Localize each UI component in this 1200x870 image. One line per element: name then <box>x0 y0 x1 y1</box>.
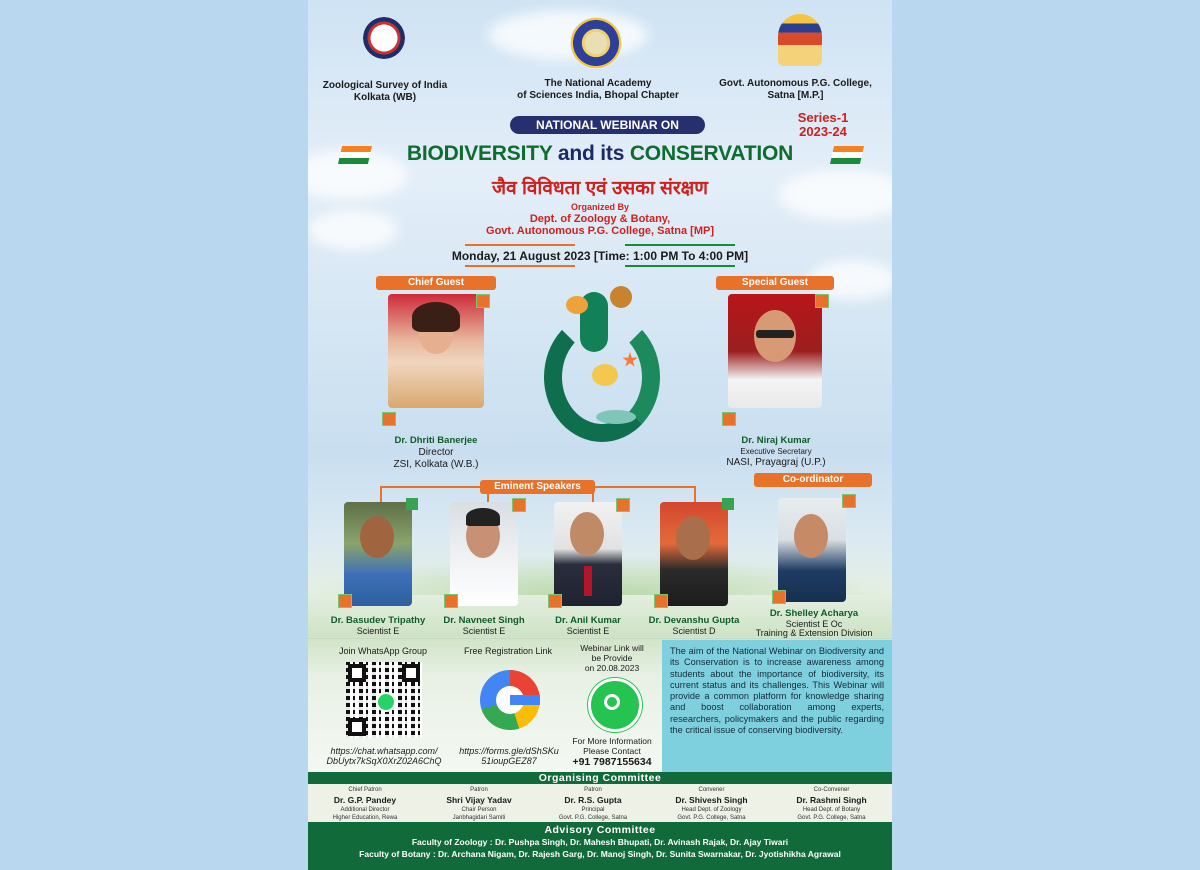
webinar-link-line3: on 20.08.2023 <box>584 663 640 673</box>
chief-guest-photo <box>388 294 484 408</box>
committee-detail: Head Dept. of Zoology <box>681 806 742 813</box>
google-forms-icon[interactable] <box>480 670 540 730</box>
accent-square <box>722 412 736 426</box>
speaker-photo <box>450 502 518 606</box>
speaker-role: Scientist E <box>566 626 610 636</box>
contact-line1: For More Information <box>572 736 652 746</box>
speaker-role: Scientist D <box>672 626 716 636</box>
main-title <box>308 142 892 166</box>
webinar-link-line1: Webinar Link will <box>580 643 644 653</box>
speaker-name: Dr. Navneet Singh <box>443 615 525 626</box>
chief-guest-name: Dr. Dhriti Banerjee <box>394 435 478 446</box>
webinar-badge: NATIONAL WEBINAR ON <box>510 116 705 134</box>
college-logo <box>778 14 822 66</box>
section-divider <box>308 638 892 639</box>
whatsapp-icon <box>376 692 396 712</box>
qr-corner <box>348 664 366 682</box>
whatsapp-url-line2: DbUytx7kSqX0XrZ02A6ChQ <box>326 756 442 766</box>
accent-square <box>338 594 352 608</box>
special-guest-role: Executive Secretary <box>740 447 812 456</box>
phone-handset-icon <box>604 694 620 710</box>
org-center-line2: of Sciences India, Bhopal Chapter <box>517 90 679 101</box>
committee-detail: Govt. P.G. College, Satna <box>677 815 746 821</box>
special-guest-tag: Special Guest <box>716 276 834 290</box>
accent-square <box>842 494 856 508</box>
bird-icon <box>566 296 588 314</box>
accent-square <box>722 498 734 510</box>
contact-info <box>564 736 660 769</box>
title-biodiversity: BIODIVERSITY <box>406 142 553 165</box>
special-guest-org: NASI, Prayagraj (U.P.) <box>726 457 826 468</box>
contact-line2: Please Contact <box>583 746 641 756</box>
chief-guest-org: ZSI, Kolkata (W.B.) <box>393 459 479 470</box>
committee-detail: Principal <box>581 806 605 813</box>
hair-shape <box>412 302 460 332</box>
speaker-name: Dr. Basudev Tripathy <box>330 615 426 626</box>
registration-url-line1: https://forms.gle/dShSKu <box>459 746 559 756</box>
face-shape <box>570 512 604 556</box>
coordinator-division: Training & Extension Division <box>755 628 873 638</box>
committee-detail: Govt. P.G. College, Satna <box>558 815 628 821</box>
committee-role: Patron <box>470 787 488 793</box>
committee-member <box>538 786 648 823</box>
organized-by <box>308 201 892 237</box>
organising-committee-bar: Organising Committee <box>308 772 892 784</box>
coordinator-photo <box>778 498 846 602</box>
fish-icon <box>592 364 618 386</box>
date-divider-left <box>465 265 575 267</box>
monkey-icon <box>610 286 632 308</box>
series-label <box>783 111 863 139</box>
committee-name: Dr. Rashmi Singh <box>796 794 867 805</box>
speaker-name: Dr. Devanshu Gupta <box>648 615 740 626</box>
glasses-shape <box>756 330 794 338</box>
committee-role: Convener <box>698 787 725 793</box>
speaker-role: Scientist E <box>356 626 400 636</box>
accent-square <box>772 590 786 604</box>
title-conservation: CONSERVATION <box>629 142 794 165</box>
committee-name: Dr. G.P. Pandey <box>333 794 397 805</box>
committee-member <box>424 786 534 823</box>
org-left <box>320 80 450 104</box>
whatsapp-url-line1: https://chat.whatsapp.com/ <box>330 746 438 756</box>
committee-member <box>774 786 889 823</box>
org-right <box>703 78 888 102</box>
whatsapp-icon[interactable] <box>588 678 642 732</box>
speaker-name: Dr. Anil Kumar <box>555 615 621 626</box>
contact-phone[interactable]: +91 7987155634 <box>572 756 652 768</box>
org-right-line2: Satna [M.P.] <box>767 90 824 101</box>
aim-text: The aim of the National Webinar on Biodiversity and its Conservation is to increase awareness among students about the importance of biodiversity, its current status and its challenges. This Webinar will provide a common platform for knowledge sharing and boost collaboration among experts, researchers, policymakers and the public regarding the critical issue of conserving biodiversity. <box>670 646 884 736</box>
org-center-line1: The National Academy <box>544 78 652 89</box>
committee-name: Dr. Shivesh Singh <box>675 794 748 805</box>
hair-shape <box>466 508 500 526</box>
accent-square <box>548 594 562 608</box>
organized-line1: Dept. of Zoology & Botany, <box>529 213 671 225</box>
qr-corner <box>402 664 420 682</box>
coordinator-name: Dr. Shelley Acharya <box>769 608 859 619</box>
biodiversity-emblem <box>536 292 666 452</box>
accent-square <box>406 498 418 510</box>
nasi-logo <box>570 17 622 69</box>
committee-member <box>654 786 769 823</box>
qr-corner <box>348 718 366 736</box>
chief-guest-tag: Chief Guest <box>376 276 496 290</box>
special-guest-name: Dr. Niraj Kumar <box>741 435 811 446</box>
committee-detail: Additional Director <box>340 806 390 813</box>
speakers-connector <box>694 486 696 502</box>
hindi-title: जैव विविधता एवं उसका संरक्षण <box>492 178 708 199</box>
committee-detail: Janbhagidari Samiti <box>452 815 506 821</box>
committee-detail: Govt. P.G. College, Satna <box>797 815 866 821</box>
committee-detail: Chair Person <box>461 806 497 813</box>
speaker-photo <box>660 502 728 606</box>
google-icon-bar <box>510 695 540 705</box>
event-date: Monday, 21 August 2023 [Time: 1:00 PM To 4:00 PM] <box>451 249 749 263</box>
registration-url[interactable] <box>444 746 574 766</box>
zsi-logo <box>363 17 405 59</box>
date-divider-right <box>625 244 735 246</box>
committee-role: Chief Patron <box>348 787 382 793</box>
chief-guest-role: Director <box>418 447 454 458</box>
accent-square <box>476 294 490 308</box>
date-divider-right <box>625 265 735 267</box>
speaker-photo <box>554 502 622 606</box>
speakers-connector <box>380 486 382 502</box>
committee-name: Dr. R.S. Gupta <box>564 794 622 805</box>
aim-box <box>662 640 892 772</box>
committee-role: Co-Convener <box>813 787 850 793</box>
series-line1: Series-1 <box>797 110 849 125</box>
org-left-line1: Zoological Survey of India <box>322 80 448 91</box>
organized-line2: Govt. Autonomous P.G. College, Satna [MP] <box>486 225 714 237</box>
registration-label: Free Registration Link <box>463 646 553 656</box>
speaker-role: Scientist E <box>462 626 506 636</box>
title-and-its: and its <box>557 142 625 165</box>
special-guest-photo <box>728 294 822 408</box>
accent-square <box>616 498 630 512</box>
whale-icon <box>596 410 636 424</box>
speaker-photo <box>344 502 412 606</box>
whatsapp-qr-code[interactable] <box>346 662 422 738</box>
advisory-zoology: Faculty of Zoology : Dr. Pushpa Singh, Dr. Mahesh Bhupati, Dr. Avinash Rajak, Dr. Ajay Tiwari <box>411 837 789 847</box>
accent-square <box>382 412 396 426</box>
cloud-decoration <box>488 10 648 60</box>
face-shape <box>794 514 828 558</box>
face-shape <box>360 516 394 558</box>
webinar-poster <box>308 0 892 870</box>
accent-square <box>654 594 668 608</box>
whatsapp-group-label: Join WhatsApp Group <box>338 646 428 656</box>
eminent-speakers-tag: Eminent Speakers <box>480 480 595 494</box>
coordinator-role: Scientist E Oc <box>785 619 843 629</box>
committee-detail: Head Dept. of Botany <box>802 806 861 813</box>
organized-label: Organized By <box>570 202 629 212</box>
accent-square <box>444 594 458 608</box>
series-line2: 2023-24 <box>799 124 847 139</box>
face-shape <box>676 516 710 560</box>
webinar-link-note <box>564 643 660 673</box>
advisory-committee-title: Advisory Committee <box>544 824 656 836</box>
accent-square <box>512 498 526 512</box>
org-left-line2: Kolkata (WB) <box>353 92 417 103</box>
whatsapp-url[interactable] <box>314 746 454 766</box>
org-right-line1: Govt. Autonomous P.G. College, <box>719 78 872 89</box>
org-center <box>488 78 708 102</box>
committee-name: Shri Vijay Yadav <box>446 794 512 805</box>
coordinator-tag: Co-ordinator <box>754 473 872 487</box>
committee-detail: Higher Education, Rewa <box>332 815 398 821</box>
committee-role: Patron <box>584 787 602 793</box>
committee-member <box>310 786 420 823</box>
accent-square <box>815 294 829 308</box>
webinar-link-line2: be Provide <box>591 653 633 663</box>
registration-url-line2: 51ioupGEZ87 <box>481 756 537 766</box>
date-divider-left <box>465 244 575 246</box>
tie-shape <box>584 566 592 596</box>
advisory-botany: Faculty of Botany : Dr. Archana Nigam, Dr. Rajesh Garg, Dr. Manoj Singh, Dr. Sunita Swarnakar, Dr. Jyotishikha Agrawal <box>359 849 841 859</box>
